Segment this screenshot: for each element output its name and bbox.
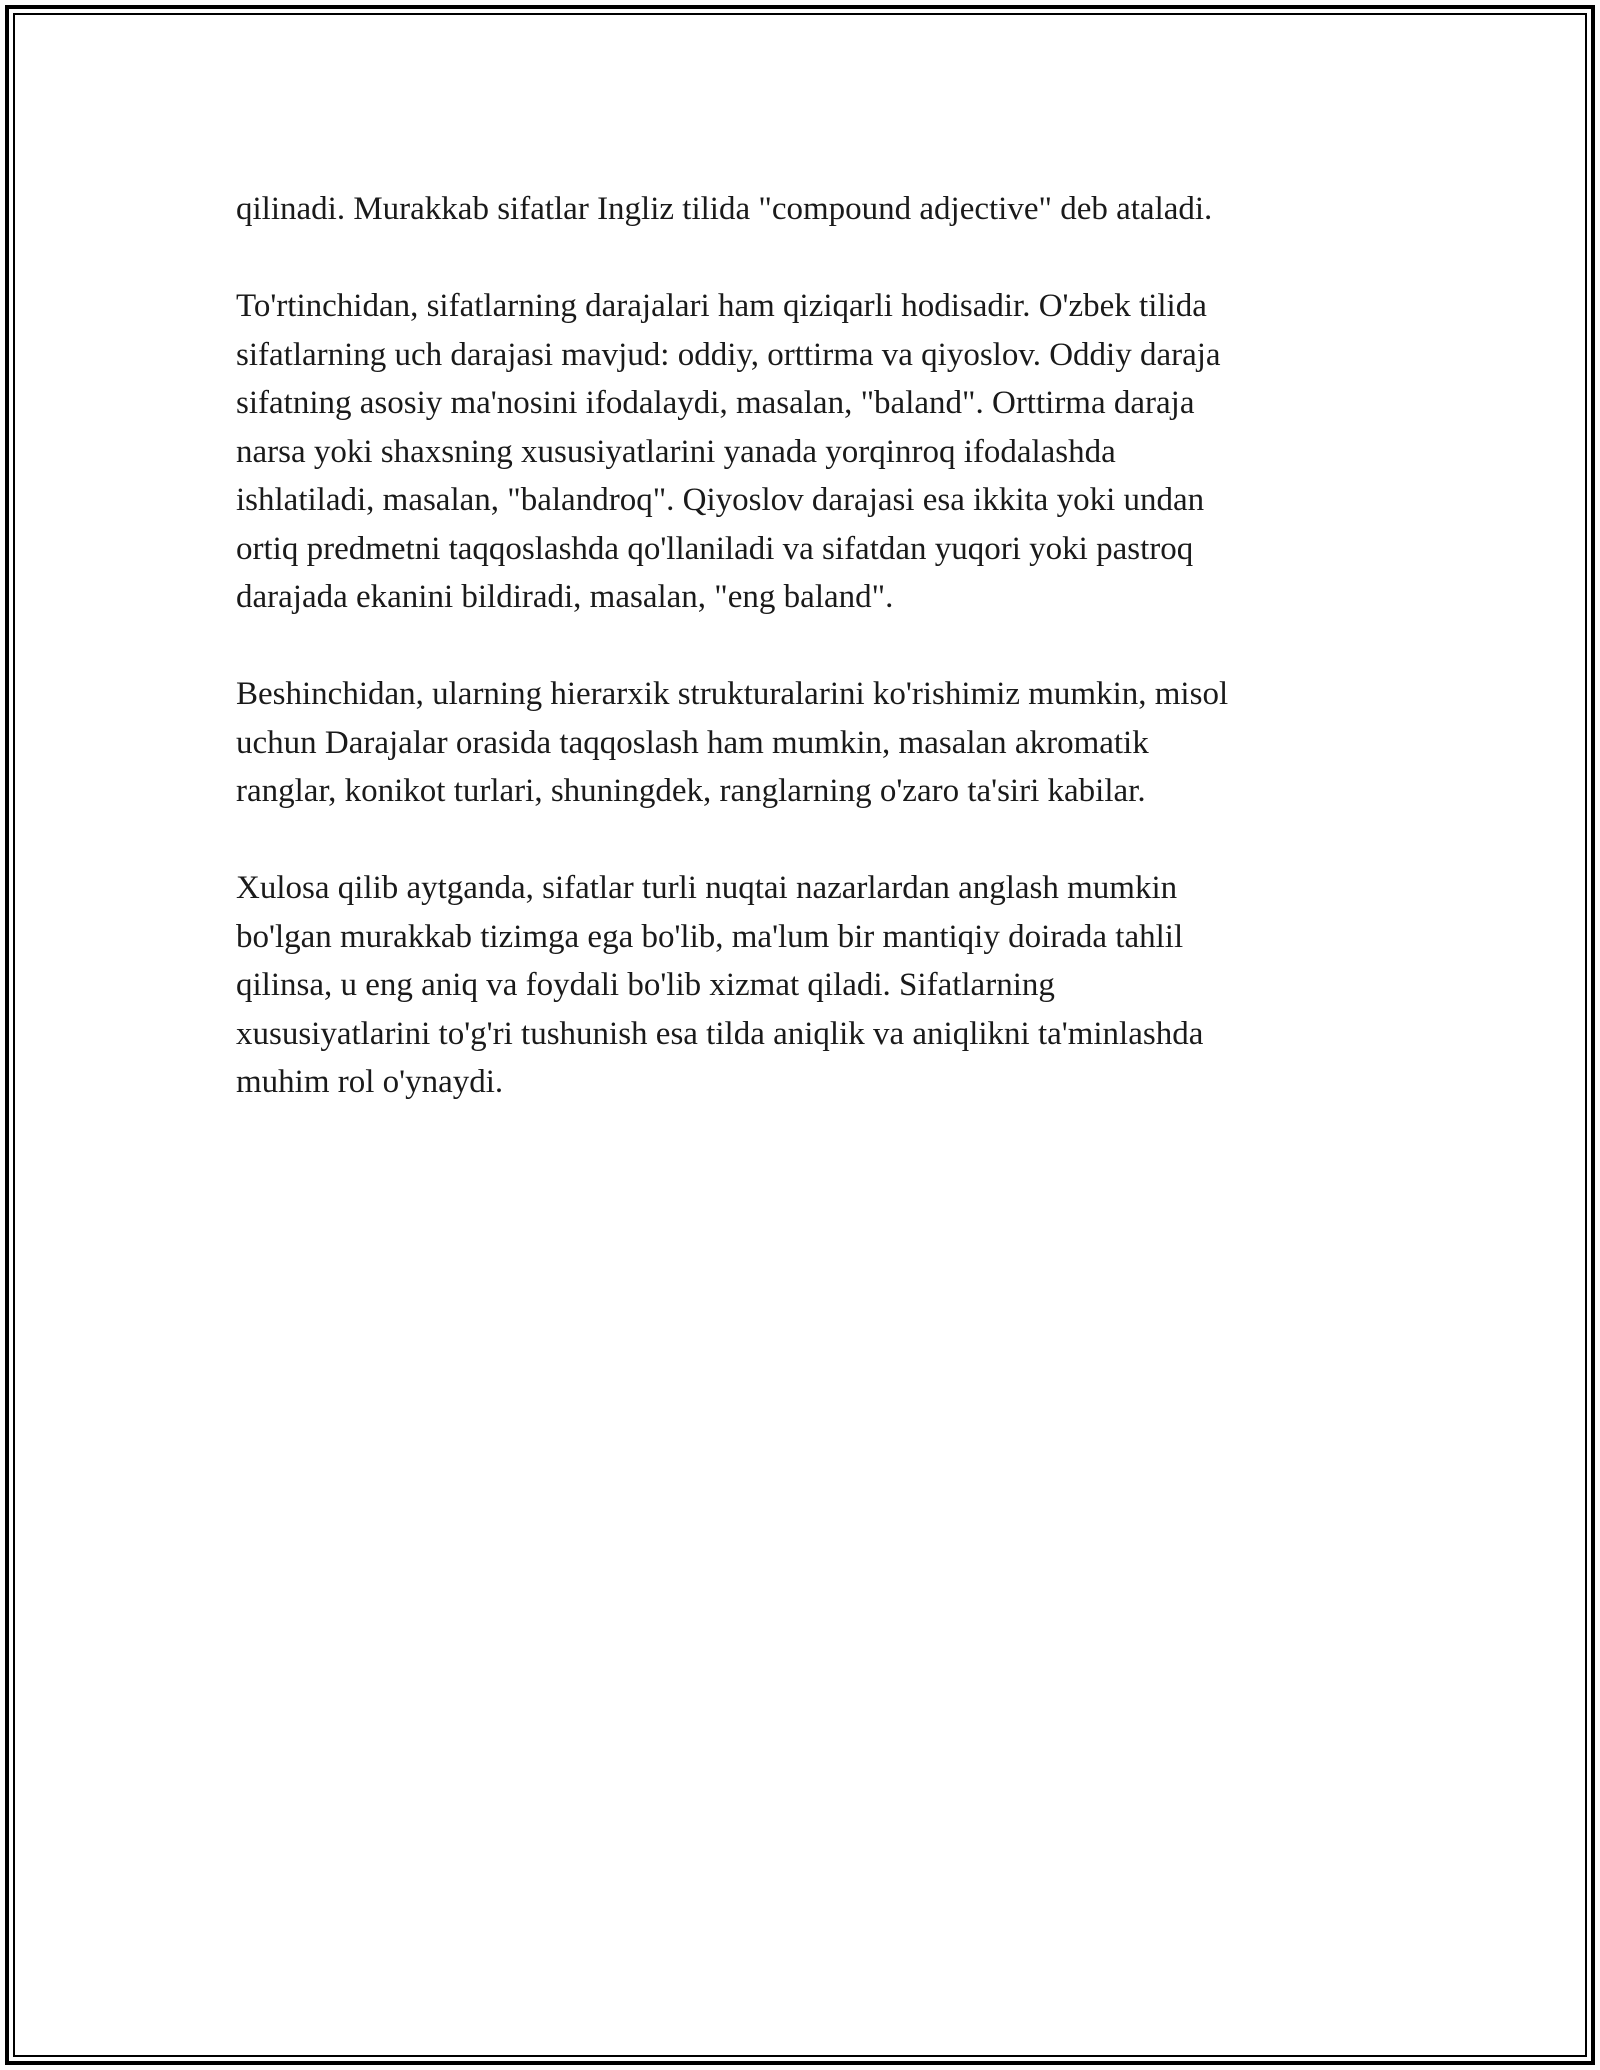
text-line: Xulosa qilib aytganda, sifatlar turli nuqtai nazarlardan anglash mumkin <box>236 870 1178 906</box>
document-body <box>236 185 1356 1155</box>
text-line: darajada ekanini bildiradi, masalan, "eng baland". <box>236 579 894 615</box>
text-line: qilinadi. Murakkab sifatlar Ingliz tilida "compound adjective" deb ataladi. <box>236 191 1213 227</box>
text-line: sifatning asosiy ma'nosini ifodalaydi, masalan, "baland". Orttirma daraja <box>236 385 1195 421</box>
paragraph-2 <box>236 282 1356 622</box>
text-line: To'rtinchidan, sifatlarning darajalari ham qiziqarli hodisadir. O'zbek tilida <box>236 288 1207 324</box>
text-line: Beshinchidan, ularning hierarxik strukturalarini ko'rishimiz mumkin, misol <box>236 676 1229 712</box>
text-line: bo'lgan murakkab tizimga ega bo'lib, ma'lum bir mantiqiy doirada tahlil <box>236 918 1184 955</box>
text-line: uchun Darajalar orasida taqqoslash ham mumkin, masalan akromatik <box>236 724 1149 761</box>
text-line: ranglar, konikot turlari, shuningdek, ranglarning o'zaro ta'siri kabilar. <box>236 773 1146 809</box>
paragraph-1 <box>236 185 1356 234</box>
text-line: muhim rol o'ynaydi. <box>236 1064 504 1100</box>
text-line: ishlatiladi, masalan, "balandroq". Qiyoslov darajasi esa ikkita yoki undan <box>236 482 1205 518</box>
paragraph-3 <box>236 670 1356 816</box>
text-line: narsa yoki shaxsning xususiyatlarini yanada yorqinroq ifodalashda <box>236 433 1116 470</box>
text-line: xususiyatlarini to'g'ri tushunish esa tilda aniqlik va aniqlikni ta'minlashda <box>236 1015 1204 1052</box>
text-line: qilinsa, u eng aniq va foydali bo'lib xizmat qiladi. Sifatlarning <box>236 967 1055 1003</box>
text-line: sifatlarning uch darajasi mavjud: oddiy, orttirma va qiyoslov. Oddiy daraja <box>236 336 1221 373</box>
text-line: ortiq predmetni taqqoslashda qo'llaniladi va sifatdan yuqori yoki pastroq <box>236 530 1194 567</box>
paragraph-4 <box>236 864 1356 1107</box>
